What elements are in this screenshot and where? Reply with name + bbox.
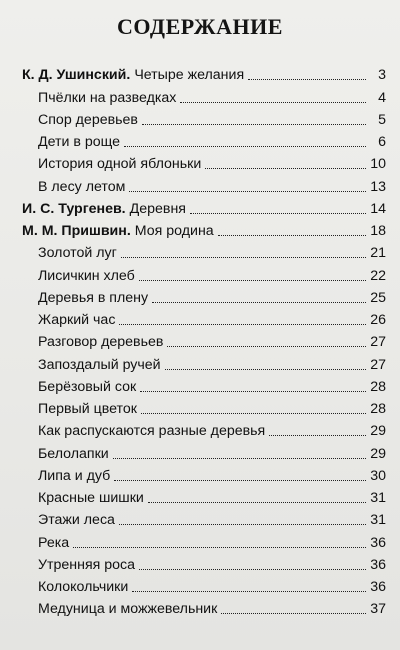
toc-entry (0, 395, 400, 417)
toc-entry-title: Первый цветок (38, 401, 137, 417)
dot-leader (113, 457, 366, 459)
toc-entry-author: М. М. Пришвин. (22, 223, 131, 239)
toc-entry-page-number: 10 (370, 156, 386, 173)
toc-entry-title: Деревья в плену (38, 289, 149, 306)
toc-entry-title: Запоздалый ручей (38, 356, 161, 373)
toc-entry-title: Спор деревьев (38, 111, 138, 128)
toc-entry-title: Медуница и можжевельник (38, 601, 218, 618)
dot-leader (124, 145, 366, 147)
toc-entry-title: Четыре желания (134, 67, 245, 84)
toc-entry (0, 484, 400, 506)
toc-entry-title: Этажи леса (38, 512, 115, 529)
toc-entry-text (38, 134, 120, 150)
toc-entry (0, 261, 400, 283)
toc-entry-text (38, 90, 176, 106)
toc-entry-text (38, 535, 69, 551)
dot-leader (269, 434, 366, 436)
toc-entry (0, 350, 400, 372)
dot-leader (140, 390, 366, 392)
toc-entry-title: Жаркий час (38, 312, 116, 328)
toc-entry (0, 217, 400, 239)
toc-entry (0, 128, 400, 150)
toc-entry-text (38, 156, 201, 172)
toc-entry-title: В лесу летом (38, 178, 126, 195)
toc-entry-text (38, 401, 137, 417)
dot-leader (142, 123, 366, 125)
toc-entry-text (38, 468, 110, 484)
dot-leader (165, 368, 366, 370)
toc-entry (0, 195, 400, 217)
toc-entry (0, 439, 400, 461)
toc-entry-text (38, 490, 144, 506)
toc-entry (0, 106, 400, 128)
toc-entry-title: Красные шишки (38, 490, 144, 506)
toc-entry-page-number: 18 (370, 223, 386, 239)
toc-entry (0, 595, 400, 617)
dot-leader (205, 167, 366, 169)
table-of-contents (0, 61, 400, 617)
dot-leader (121, 256, 366, 258)
toc-entry (0, 506, 400, 528)
toc-entry-title: Утренняя роса (38, 556, 136, 573)
toc-entry-text (38, 312, 115, 328)
dot-leader (139, 568, 366, 570)
toc-entry-title: Дети в роще (38, 134, 121, 150)
toc-entry-page-number: 22 (370, 267, 386, 284)
toc-entry-author: К. Д. Ушинский. (22, 67, 131, 84)
dot-leader (132, 590, 366, 592)
toc-entry-title: Моя родина (134, 223, 214, 239)
toc-entry-text (38, 379, 136, 395)
toc-entry (0, 239, 400, 261)
dot-leader (180, 101, 366, 103)
dot-leader (129, 190, 366, 192)
toc-entry-text (38, 557, 135, 573)
toc-entry-page-number: 27 (370, 356, 386, 373)
toc-entry (0, 328, 400, 350)
toc-entry (0, 61, 400, 83)
toc-entry-text (38, 423, 265, 439)
dot-leader (73, 546, 366, 548)
toc-entry-title: Лисичкин хлеб (38, 267, 135, 284)
toc-entry-text (22, 67, 244, 83)
toc-entry (0, 150, 400, 172)
page-title: СОДЕРЖАНИЕ (117, 14, 283, 39)
toc-entry-page-number: 36 (370, 556, 386, 573)
toc-entry-text (38, 357, 161, 373)
dot-leader (167, 345, 366, 347)
dot-leader (190, 212, 366, 214)
dot-leader (152, 301, 366, 303)
toc-entry (0, 373, 400, 395)
toc-entry-text (38, 601, 217, 617)
toc-entry-title: Золотой луг (38, 245, 117, 262)
toc-entry-page-number: 27 (370, 334, 386, 351)
toc-entry-text (22, 223, 214, 239)
toc-entry-text (38, 112, 138, 128)
toc-entry-page-number: 3 (378, 67, 386, 84)
toc-entry-page-number: 31 (370, 490, 386, 506)
toc-entry-page-number: 4 (378, 89, 386, 106)
toc-entry-text (38, 179, 125, 195)
dot-leader (221, 612, 366, 614)
toc-entry-page-number: 6 (378, 134, 386, 150)
toc-entry (0, 306, 400, 328)
toc-entry-page-number: 28 (370, 401, 386, 417)
toc-entry-page-number: 31 (370, 512, 386, 529)
toc-entry-text (38, 446, 109, 462)
toc-entry-title: Как распускаются разные деревья (38, 423, 266, 440)
dot-leader (119, 523, 366, 525)
toc-entry-page-number: 5 (378, 111, 386, 128)
dot-leader (248, 78, 366, 80)
toc-entry (0, 83, 400, 105)
toc-entry-title: Колокольчики (38, 579, 129, 595)
toc-entry-page-number: 13 (370, 178, 386, 195)
dot-leader (148, 501, 366, 503)
toc-entry-title: Берёзовый сок (38, 378, 137, 395)
toc-entry-page-number: 29 (370, 445, 386, 462)
toc-entry-text (38, 268, 135, 284)
dot-leader (114, 479, 366, 481)
toc-entry-text (38, 290, 148, 306)
toc-entry (0, 551, 400, 573)
toc-entry-page-number: 26 (370, 312, 386, 328)
toc-entry-title: Деревня (129, 200, 186, 217)
toc-entry-page-number: 29 (370, 423, 386, 440)
toc-entry-text (38, 512, 115, 528)
toc-entry-text (38, 334, 163, 350)
toc-entry (0, 573, 400, 595)
toc-entry-page-number: 28 (370, 378, 386, 395)
toc-entry (0, 417, 400, 439)
toc-entry-text (38, 245, 117, 261)
toc-entry-title: Река (38, 534, 70, 551)
toc-entry-page-number: 36 (370, 579, 386, 595)
toc-entry-title: Белолапки (38, 445, 109, 462)
dot-leader (141, 412, 366, 414)
dot-leader (119, 323, 366, 325)
toc-entry-page-number: 21 (370, 245, 386, 262)
toc-entry-text (22, 201, 186, 217)
toc-entry (0, 462, 400, 484)
toc-entry-title: Пчёлки на разведках (38, 89, 177, 106)
dot-leader (218, 234, 366, 236)
toc-entry (0, 284, 400, 306)
toc-entry (0, 172, 400, 194)
toc-entry-page-number: 37 (370, 601, 386, 618)
toc-entry-title: История одной яблоньки (38, 156, 202, 173)
toc-entry-page-number: 25 (370, 289, 386, 306)
toc-entry-title: Липа и дуб (38, 467, 111, 484)
toc-entry-page-number: 36 (370, 534, 386, 551)
toc-entry-page-number: 30 (370, 467, 386, 484)
dot-leader (139, 279, 366, 281)
toc-entry-page-number: 14 (370, 200, 386, 217)
toc-entry-author: И. С. Тургенев. (22, 200, 126, 217)
toc-entry (0, 528, 400, 550)
toc-entry-text (38, 579, 128, 595)
toc-entry-title: Разговор деревьев (38, 334, 164, 351)
